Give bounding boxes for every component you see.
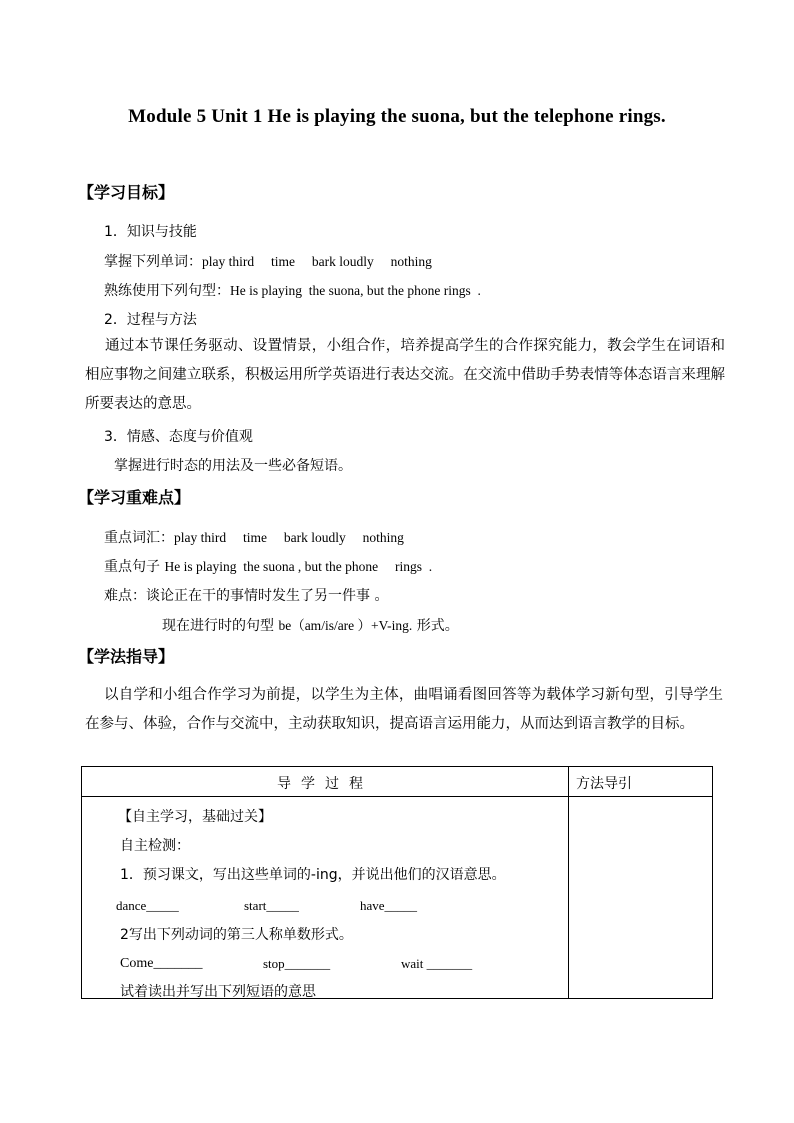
objective-2-text: 通过本节课任务驱动、设置情景，小组合作，培养提高学生的合作探究能力，教会学生在词语和相应事物之间建立联系，积极运用所学英语进行表达交流。在交流中借助手势表情等体态语言来理解所要表达的意思。	[85, 338, 725, 412]
objective-sentence: He is playing the suona, but the phone rings .	[230, 283, 481, 298]
self-test-label: 自主检测：	[120, 838, 190, 854]
study-process-table	[81, 766, 713, 999]
key-points-heading: 【学习重难点】	[78, 488, 191, 507]
table-header-process: 导学过程	[277, 776, 373, 792]
objectives-heading: 【学习目标】	[78, 183, 175, 202]
objective-words-prefix: 掌握下列单词：	[104, 254, 202, 270]
key-sentence: He is playing the suona , but the phone rings .	[164, 559, 433, 574]
ing-word-dance: dance_____	[116, 898, 179, 913]
objective-3-text: 掌握进行时态的用法及一些必备短语。	[114, 458, 352, 474]
task-2: 2写出下列动词的第三人称单数形式。	[120, 927, 353, 943]
objective-sentence-prefix: 熟练使用下列句型：	[104, 283, 230, 299]
table-header-divider	[82, 796, 712, 797]
key-vocab: play third time bark loudly nothing	[174, 530, 404, 545]
key-vocab-line	[104, 527, 404, 547]
key-sentence-line	[104, 556, 432, 576]
ing-word-have: have_____	[360, 898, 418, 913]
task-3: 试着读出并写出下列短语的意思	[120, 984, 316, 1000]
objective-2-label: 2．过程与方法	[104, 312, 197, 328]
difficulty-text: 谈论正在干的事情时发生了另一件事 。	[146, 588, 389, 604]
pattern-line	[162, 614, 459, 635]
objective-3-label: 3．情感、态度与价值观	[104, 429, 253, 445]
objective-sentence-line	[104, 280, 481, 300]
difficulty-line	[104, 585, 388, 605]
pattern-prefix: 现在进行时的句型	[162, 618, 279, 634]
task-1: 1．预习课文，写出这些单词的-ing，并说出他们的汉语意思。	[120, 867, 506, 883]
document-title: Module 5 Unit 1 He is playing the suona, but the telephone rings.	[128, 106, 666, 127]
third-person-wait: wait _______	[401, 956, 473, 971]
difficulty-prefix: 难点：	[104, 588, 146, 604]
self-study-heading: 【自主学习，基础过关】	[118, 809, 272, 825]
table-header-method: 方法导引	[576, 776, 632, 792]
key-sentence-prefix: 重点句子	[104, 559, 165, 575]
third-person-stop: stop_______	[263, 956, 331, 971]
key-vocab-prefix: 重点词汇：	[104, 530, 174, 546]
objective-words: play third time bark loudly nothing	[202, 254, 432, 269]
pattern-formula: be（am/is/are ）+V-ing.	[278, 618, 413, 633]
objective-1-label: 1．知识与技能	[104, 224, 197, 240]
objective-words-line	[104, 251, 432, 271]
pattern-suffix: 形式。	[412, 618, 459, 634]
method-text: 以自学和小组合作学习为前提，以学生为主体，曲唱诵看图回答等为载体学习新句型，引导学生在参与、体验，合作与交流中，主动获取知识，提高语言运用能力，从而达到语言教学的目标。	[85, 687, 723, 732]
third-person-come: Come_______	[120, 956, 203, 971]
table-column-divider	[568, 767, 569, 998]
method-heading: 【学法指导】	[78, 647, 175, 666]
ing-word-start: start_____	[244, 898, 299, 913]
